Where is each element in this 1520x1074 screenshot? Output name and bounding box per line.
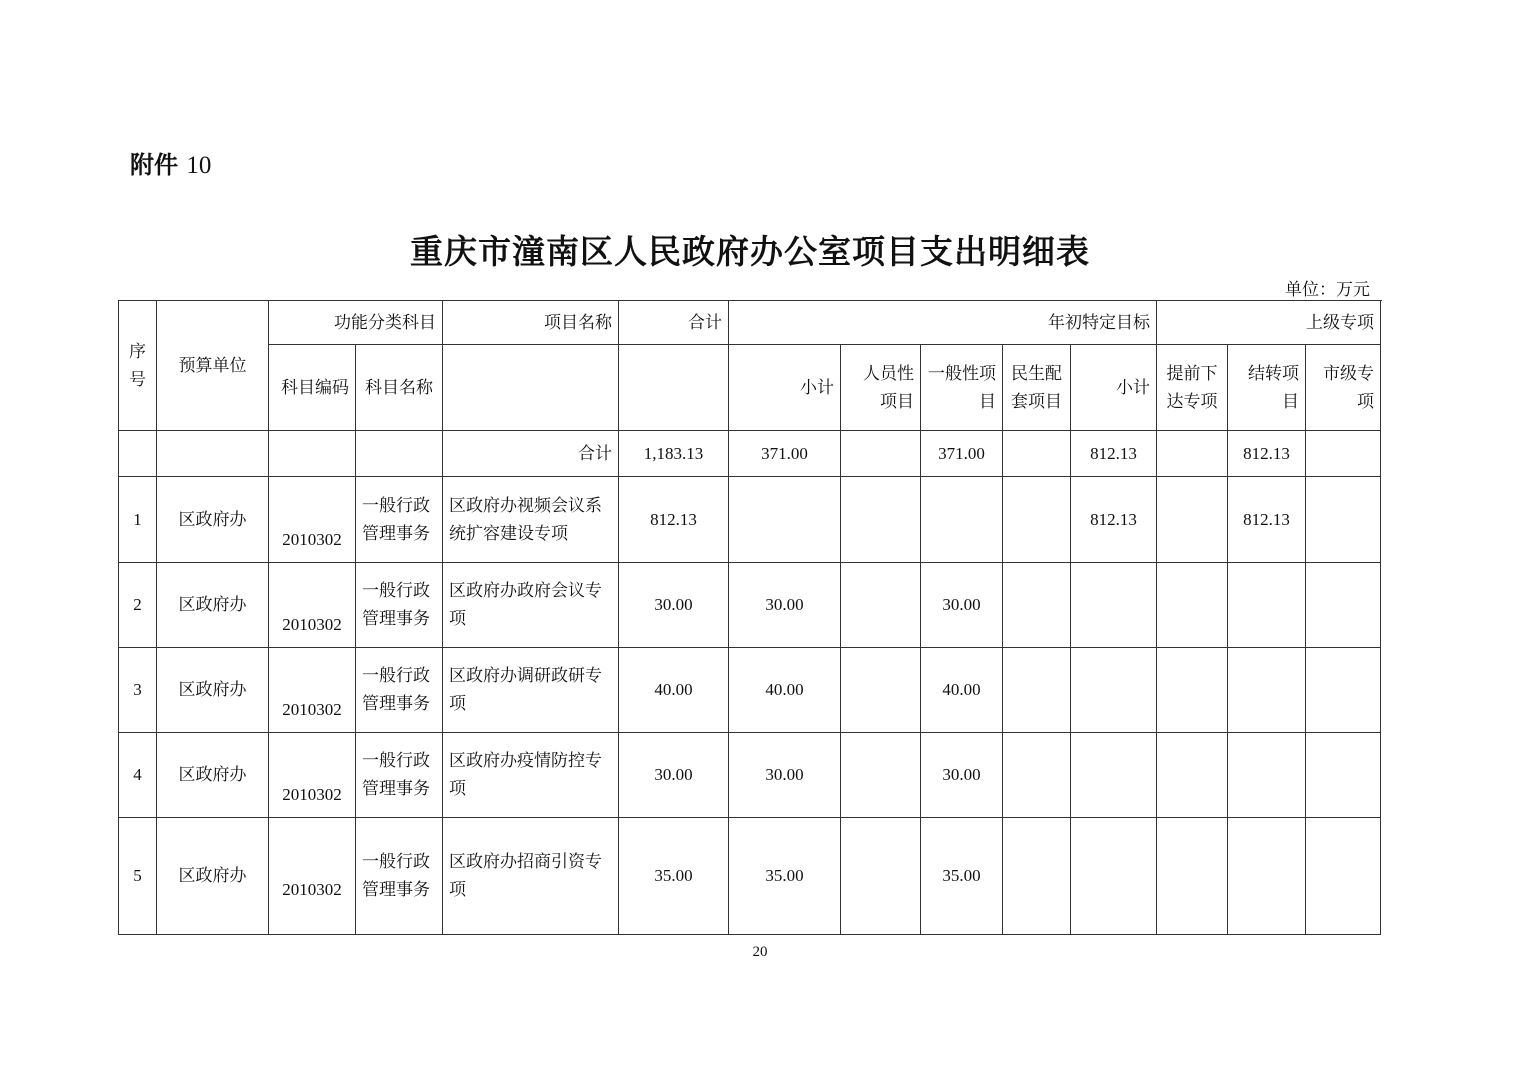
header-livelihood: 民生配套项目 — [1003, 345, 1071, 431]
total-general: 371.00 — [921, 431, 1003, 477]
attachment-label — [130, 145, 211, 180]
header-blank-2 — [619, 345, 729, 431]
row-general — [921, 477, 1003, 563]
row-livelihood — [1003, 733, 1071, 818]
row-subject: 一般行政管理事务 — [356, 648, 443, 733]
row-total: 812.13 — [619, 477, 729, 563]
row-unit: 区政府办 — [157, 648, 269, 733]
row-seq: 5 — [119, 818, 157, 935]
row-carryover — [1228, 563, 1306, 648]
header-city: 市级专项 — [1306, 345, 1381, 431]
row-personnel — [841, 477, 921, 563]
header-subject-name: 科目名称 — [356, 345, 443, 431]
header-personnel: 人员性项目 — [841, 345, 921, 431]
total-personnel — [841, 431, 921, 477]
row-project-name: 区政府办招商引资专项 — [443, 818, 619, 935]
row-city — [1306, 477, 1381, 563]
page-number: 20 — [752, 944, 768, 960]
row-city — [1306, 733, 1381, 818]
row-general: 30.00 — [921, 733, 1003, 818]
row-total: 30.00 — [619, 733, 729, 818]
header-advance: 提前下达专项 — [1157, 345, 1228, 431]
total-cell-blank — [119, 431, 157, 477]
total-livelihood — [1003, 431, 1071, 477]
row-personnel — [841, 648, 921, 733]
header-subtotal-1: 小计 — [729, 345, 841, 431]
row-seq: 1 — [119, 477, 157, 563]
row-carryover — [1228, 648, 1306, 733]
row-subtotal-1: 35.00 — [729, 818, 841, 935]
row-total: 35.00 — [619, 818, 729, 935]
row-general: 40.00 — [921, 648, 1003, 733]
row-subtotal-2 — [1071, 648, 1157, 733]
row-personnel — [841, 818, 921, 935]
header-row-1 — [119, 301, 1381, 345]
unit-label: 单位：万元 — [1285, 280, 1370, 300]
row-carryover — [1228, 818, 1306, 935]
row-advance — [1157, 733, 1228, 818]
row-advance — [1157, 563, 1228, 648]
attachment-label-text: 附件 — [130, 151, 178, 179]
header-blank-1 — [443, 345, 619, 431]
row-advance — [1157, 818, 1228, 935]
row-code: 2010302 — [269, 648, 356, 733]
row-seq: 3 — [119, 648, 157, 733]
row-subject: 一般行政管理事务 — [356, 733, 443, 818]
row-seq: 2 — [119, 563, 157, 648]
total-cell-blank — [356, 431, 443, 477]
row-livelihood — [1003, 648, 1071, 733]
row-personnel — [841, 563, 921, 648]
header-budget-unit: 预算单位 — [157, 301, 269, 431]
table-row — [119, 477, 1381, 563]
total-carryover: 812.13 — [1228, 431, 1306, 477]
row-general: 35.00 — [921, 818, 1003, 935]
total-label: 合计 — [443, 431, 619, 477]
row-general: 30.00 — [921, 563, 1003, 648]
header-row-2 — [119, 345, 1381, 431]
row-project-name: 区政府办疫情防控专项 — [443, 733, 619, 818]
row-subject: 一般行政管理事务 — [356, 477, 443, 563]
project-expense-table — [118, 300, 1381, 935]
header-carryover: 结转项目 — [1228, 345, 1306, 431]
row-subtotal-2: 812.13 — [1071, 477, 1157, 563]
row-total: 40.00 — [619, 648, 729, 733]
header-project-name: 项目名称 — [443, 301, 619, 345]
total-city — [1306, 431, 1381, 477]
row-subject: 一般行政管理事务 — [356, 563, 443, 648]
row-seq: 4 — [119, 733, 157, 818]
row-code: 2010302 — [269, 563, 356, 648]
header-subject-code: 科目编码 — [269, 345, 356, 431]
row-city — [1306, 648, 1381, 733]
row-code: 2010302 — [269, 733, 356, 818]
row-livelihood — [1003, 563, 1071, 648]
row-subtotal-1 — [729, 477, 841, 563]
row-subtotal-1: 40.00 — [729, 648, 841, 733]
header-general: 一般性项目 — [921, 345, 1003, 431]
row-carryover: 812.13 — [1228, 477, 1306, 563]
table-row — [119, 648, 1381, 733]
row-unit: 区政府办 — [157, 818, 269, 935]
row-advance — [1157, 648, 1228, 733]
table-row — [119, 818, 1381, 935]
row-unit: 区政府办 — [157, 477, 269, 563]
total-advance — [1157, 431, 1228, 477]
row-project-name: 区政府办调研政研专项 — [443, 648, 619, 733]
row-unit: 区政府办 — [157, 733, 269, 818]
page-title: 重庆市潼南区人民政府办公室项目支出明细表 — [410, 232, 1090, 271]
attachment-number: 10 — [186, 152, 212, 179]
row-total: 30.00 — [619, 563, 729, 648]
row-project-name: 区政府办政府会议专项 — [443, 563, 619, 648]
header-initial-target: 年初特定目标 — [729, 301, 1157, 345]
row-subtotal-2 — [1071, 818, 1157, 935]
header-seq: 序号 — [119, 301, 157, 431]
row-city — [1306, 818, 1381, 935]
row-subtotal-1: 30.00 — [729, 733, 841, 818]
total-subtotal-2: 812.13 — [1071, 431, 1157, 477]
row-advance — [1157, 477, 1228, 563]
row-code: 2010302 — [269, 818, 356, 935]
row-subject: 一般行政管理事务 — [356, 818, 443, 935]
row-livelihood — [1003, 477, 1071, 563]
row-unit: 区政府办 — [157, 563, 269, 648]
row-livelihood — [1003, 818, 1071, 935]
header-total: 合计 — [619, 301, 729, 345]
row-city — [1306, 563, 1381, 648]
row-code: 2010302 — [269, 477, 356, 563]
row-subtotal-2 — [1071, 733, 1157, 818]
row-project-name: 区政府办视频会议系统扩容建设专项 — [443, 477, 619, 563]
header-subtotal-2: 小计 — [1071, 345, 1157, 431]
total-subtotal-1: 371.00 — [729, 431, 841, 477]
table-row — [119, 733, 1381, 818]
total-total: 1,183.13 — [619, 431, 729, 477]
row-subtotal-2 — [1071, 563, 1157, 648]
total-cell-blank — [157, 431, 269, 477]
row-subtotal-1: 30.00 — [729, 563, 841, 648]
row-carryover — [1228, 733, 1306, 818]
header-superior: 上级专项 — [1157, 301, 1381, 345]
table-row — [119, 563, 1381, 648]
total-row — [119, 431, 1381, 477]
row-personnel — [841, 733, 921, 818]
header-func-class: 功能分类科目 — [269, 301, 443, 345]
total-cell-blank — [269, 431, 356, 477]
